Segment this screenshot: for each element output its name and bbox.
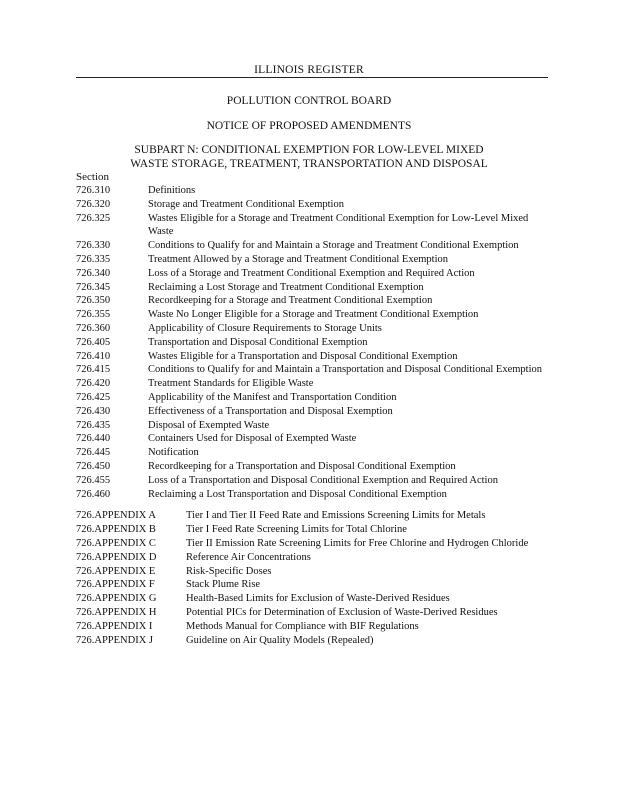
appendix-row-title: Guideline on Air Quality Models (Repealed) <box>186 634 374 646</box>
section-row-title: Transportation and Disposal Conditional Exemption <box>148 336 368 348</box>
section-row <box>76 294 556 308</box>
section-row <box>76 198 556 212</box>
list-gap <box>76 501 556 509</box>
section-row-number: 726.325 <box>76 212 111 224</box>
section-row-number: 726.335 <box>76 253 111 265</box>
appendix-row-number: 726.APPENDIX F <box>76 579 155 591</box>
appendix-row <box>76 578 556 592</box>
appendix-row <box>76 537 556 551</box>
appendix-row <box>76 523 556 537</box>
section-row <box>76 184 556 198</box>
section-row-title: Conditions to Qualify for and Maintain a Storage and Treatment Conditional Exemption <box>148 240 519 252</box>
appendix-list <box>76 509 556 647</box>
appendix-row-title: Risk-Specific Doses <box>186 565 272 577</box>
section-column-label: Section <box>76 171 109 183</box>
section-row-title: Conditions to Qualify for and Maintain a Transportation and Disposal Conditional Exemption <box>148 364 543 376</box>
section-row <box>76 322 556 336</box>
section-row-number: 726.435 <box>76 419 111 431</box>
subpart-title-line2: WASTE STORAGE, TREATMENT, TRANSPORTATION AND DISPOSAL <box>130 158 488 170</box>
section-row-title: Effectiveness of a Transportation and Disposal Exemption <box>148 405 393 417</box>
register-title: ILLINOIS REGISTER <box>254 64 364 76</box>
appendix-row-title: Health-Based Limits for Exclusion of Waste-Derived Residues <box>186 593 450 605</box>
section-row-number: 726.420 <box>76 378 111 390</box>
section-row-number: 726.360 <box>76 322 111 334</box>
section-row <box>76 419 556 433</box>
section-row-number: 726.450 <box>76 460 111 472</box>
appendix-row-number: 726.APPENDIX I <box>76 620 153 632</box>
section-row <box>76 212 556 240</box>
section-row-number: 726.405 <box>76 336 111 348</box>
section-row-number: 726.410 <box>76 350 111 362</box>
section-row-title: Recordkeeping for a Storage and Treatment Conditional Exemption <box>148 295 433 307</box>
section-row <box>76 336 556 350</box>
section-row <box>76 239 556 253</box>
section-row-title: Storage and Treatment Conditional Exemption <box>148 198 344 210</box>
appendix-row-number: 726.APPENDIX E <box>76 565 156 577</box>
section-row-title: Waste No Longer Eligible for a Storage and Treatment Conditional Exemption <box>148 309 479 321</box>
appendix-row-number: 726.APPENDIX B <box>76 524 156 536</box>
section-row-number: 726.320 <box>76 198 111 210</box>
section-row-title: Wastes Eligible for a Transportation and Disposal Conditional Exemption <box>148 350 458 362</box>
section-row-number: 726.330 <box>76 240 111 252</box>
appendix-row-number: 726.APPENDIX H <box>76 606 157 618</box>
section-row-number: 726.455 <box>76 474 111 486</box>
appendix-row-title: Tier I and Tier II Feed Rate and Emissions Screening Limits for Metals <box>186 510 486 522</box>
section-row-number: 726.415 <box>76 364 111 376</box>
table-of-contents <box>76 184 556 647</box>
board-title: POLLUTION CONTROL BOARD <box>226 95 392 107</box>
section-row <box>76 460 556 474</box>
section-row-title: Loss of a Transportation and Disposal Conditional Exemption and Required Action <box>148 474 498 486</box>
subpart-title-line1: SUBPART N: CONDITIONAL EXEMPTION FOR LOW-LEVEL MIXED <box>134 144 484 156</box>
section-row <box>76 377 556 391</box>
appendix-row-number: 726.APPENDIX J <box>76 634 154 646</box>
section-row <box>76 363 556 377</box>
section-row-number: 726.355 <box>76 309 111 321</box>
section-row-title: Reclaiming a Lost Storage and Treatment Conditional Exemption <box>148 281 424 293</box>
section-row-number: 726.310 <box>76 185 111 196</box>
appendix-row <box>76 592 556 606</box>
appendix-row-number: 726.APPENDIX C <box>76 537 156 549</box>
section-row-title: Applicability of Closure Requirements to Storage Units <box>148 322 382 334</box>
appendix-row <box>76 606 556 620</box>
section-row-number: 726.425 <box>76 391 111 403</box>
section-row-number: 726.440 <box>76 433 111 445</box>
section-row-title: Disposal of Exempted Waste <box>148 419 270 431</box>
section-row-title: Reclaiming a Lost Transportation and Disposal Conditional Exemption <box>148 488 447 500</box>
section-row <box>76 267 556 281</box>
section-row-number: 726.345 <box>76 281 111 293</box>
appendix-row <box>76 620 556 634</box>
appendix-row-title: Stack Plume Rise <box>186 579 261 591</box>
section-row-number: 726.445 <box>76 447 111 459</box>
appendix-row-title: Methods Manual for Compliance with BIF Regulations <box>186 620 419 632</box>
appendix-row-title: Tier I Feed Rate Screening Limits for Total Chlorine <box>186 524 407 536</box>
appendix-row <box>76 565 556 579</box>
section-row-title: Notification <box>148 447 199 459</box>
section-list <box>76 184 556 501</box>
section-row <box>76 405 556 419</box>
appendix-row-number: 726.APPENDIX A <box>76 510 156 522</box>
appendix-row-title: Tier II Emission Rate Screening Limits for Free Chlorine and Hydrogen Chloride <box>186 537 529 549</box>
section-row <box>76 488 556 502</box>
appendix-row-number: 726.APPENDIX D <box>76 551 157 563</box>
appendix-row <box>76 509 556 523</box>
section-row <box>76 281 556 295</box>
section-row-title: Containers Used for Disposal of Exempted Waste <box>148 433 357 445</box>
section-row-title: Treatment Allowed by a Storage and Treatment Conditional Exemption <box>148 253 448 265</box>
section-row <box>76 474 556 488</box>
section-row <box>76 391 556 405</box>
appendix-row-title: Potential PICs for Determination of Exclusion of Waste-Derived Residues <box>186 606 498 618</box>
section-row-number: 726.430 <box>76 405 111 417</box>
section-row-number: 726.460 <box>76 488 111 500</box>
section-row-title: Treatment Standards for Eligible Waste <box>148 378 314 390</box>
section-row <box>76 253 556 267</box>
appendix-row <box>76 551 556 565</box>
section-row-title: Wastes Eligible for a Storage and Treatment Conditional Exemption for Low-Level Mixed Waste <box>148 212 529 238</box>
notice-title: NOTICE OF PROPOSED AMENDMENTS <box>206 120 412 132</box>
section-row <box>76 308 556 322</box>
appendix-row-title: Reference Air Concentrations <box>186 551 311 563</box>
section-row <box>76 446 556 460</box>
section-row <box>76 350 556 364</box>
appendix-row <box>76 634 556 648</box>
section-row-number: 726.350 <box>76 295 111 307</box>
section-row-title: Applicability of the Manifest and Transportation Condition <box>148 391 397 403</box>
section-row-number: 726.340 <box>76 267 111 279</box>
section-row-title: Loss of a Storage and Treatment Conditional Exemption and Required Action <box>148 267 475 279</box>
section-row-title: Recordkeeping for a Transportation and Disposal Conditional Exemption <box>148 460 456 472</box>
section-row-title: Definitions <box>148 185 196 196</box>
section-row <box>76 432 556 446</box>
appendix-row-number: 726.APPENDIX G <box>76 593 157 605</box>
header-rule <box>76 77 548 78</box>
